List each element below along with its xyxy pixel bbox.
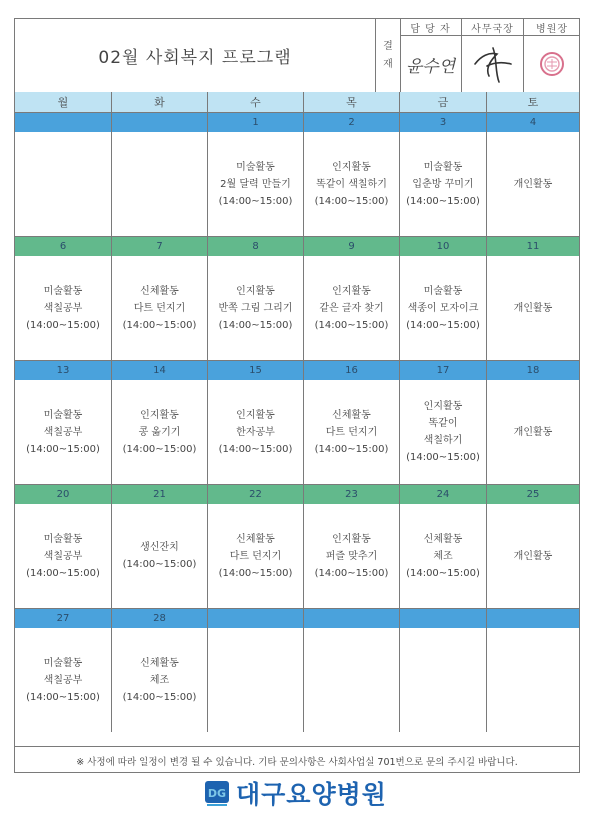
approval-box xyxy=(375,19,580,92)
date-number: 24 xyxy=(400,484,487,504)
activity-line: 다트 던지기 xyxy=(325,426,378,438)
activity-line: 퍼즐 맞추기 xyxy=(325,550,378,562)
hospital-logo xyxy=(204,776,387,810)
date-number: 23 xyxy=(304,484,400,504)
day-cell xyxy=(112,628,208,732)
activity-line: 색칠하기 xyxy=(423,435,463,446)
activity xyxy=(219,407,293,458)
day-cell xyxy=(112,504,208,608)
day-cell xyxy=(112,380,208,484)
activity-line: 미술활동 xyxy=(236,161,275,173)
seal-stamp xyxy=(538,50,566,78)
activity xyxy=(514,176,553,193)
activity-line: (14:00~15:00) xyxy=(406,319,480,331)
activity-line: 다트 던지기 xyxy=(229,550,282,562)
date-bar xyxy=(15,112,579,132)
day-cell xyxy=(208,380,304,484)
activity xyxy=(219,531,293,582)
approval-label xyxy=(376,19,401,92)
activity-line: (14:00~15:00) xyxy=(314,567,389,579)
date-number xyxy=(15,112,112,132)
date-number: 1 xyxy=(208,112,304,132)
week-row xyxy=(15,504,579,608)
activity-line: 색칠공부 xyxy=(43,550,83,562)
activity-line: 인지활동 xyxy=(423,401,463,412)
activity-line: (14:00~15:00) xyxy=(406,452,480,463)
activity-line: 신체활동 xyxy=(332,409,371,421)
activity xyxy=(315,407,389,458)
weekday-wed: 수 xyxy=(208,92,304,112)
activity-line: 미술활동 xyxy=(423,285,463,297)
date-number: 2 xyxy=(304,112,400,132)
date-number: 10 xyxy=(400,236,487,256)
date-number: 6 xyxy=(15,236,112,256)
activity-line: 생신잔치 xyxy=(140,542,179,553)
activity xyxy=(315,283,389,334)
date-number: 3 xyxy=(400,112,487,132)
date-number: 4 xyxy=(529,116,537,128)
divider xyxy=(15,484,579,485)
date-bar xyxy=(15,608,579,628)
activity-line: 신체활동 xyxy=(140,657,179,669)
activity-line: (14:00~15:00) xyxy=(122,319,197,331)
activity xyxy=(514,424,553,441)
day-cell xyxy=(208,628,304,732)
activity-line: 똑같이 xyxy=(428,418,458,429)
day-cell xyxy=(400,256,487,360)
activity-line: (14:00~15:00) xyxy=(122,691,197,703)
day-cell xyxy=(304,132,400,236)
signature-slot xyxy=(524,36,580,92)
date-number: 13 xyxy=(15,360,112,380)
approver-president xyxy=(524,19,580,92)
activity-line: 개인활동 xyxy=(513,178,553,190)
week-row xyxy=(15,380,579,484)
date-number: 7 xyxy=(112,236,208,256)
activity xyxy=(26,283,100,334)
date-number: 22 xyxy=(208,484,304,504)
date-number: 17 xyxy=(400,360,487,380)
divider xyxy=(15,360,579,361)
date-number: 14 xyxy=(112,360,208,380)
day-cell xyxy=(208,256,304,360)
approver-director xyxy=(462,19,524,92)
date-number: 25 xyxy=(526,488,540,500)
day-cell xyxy=(304,504,400,608)
activity-line: (14:00~15:00) xyxy=(26,691,100,703)
activity-line: 색칠공부 xyxy=(43,426,83,438)
day-cell xyxy=(487,380,579,484)
approval-label-bottom: 재 xyxy=(383,58,393,70)
activity-line: 체조 xyxy=(149,674,170,686)
activity xyxy=(219,159,293,210)
activity xyxy=(406,283,480,334)
activity-line: 반쪽 그림 그리기 xyxy=(218,302,293,314)
activity xyxy=(26,655,100,706)
day-cell xyxy=(304,380,400,484)
activity xyxy=(123,407,197,458)
weekday-mon: 월 xyxy=(15,92,112,112)
activity xyxy=(514,548,553,565)
activity-line: 인지활동 xyxy=(332,285,371,297)
day-cell xyxy=(15,380,112,484)
date-number xyxy=(304,608,400,628)
day-cell xyxy=(208,504,304,608)
activity-line: (14:00~15:00) xyxy=(406,195,480,207)
activity-line: 신체활동 xyxy=(236,533,275,545)
divider xyxy=(15,112,579,113)
day-cell xyxy=(208,132,304,236)
date-number: 21 xyxy=(112,484,208,504)
day-cell xyxy=(400,504,487,608)
date-bar xyxy=(15,360,579,380)
weekday-fri: 금 xyxy=(400,92,487,112)
date-number: 18 xyxy=(526,364,540,376)
activity-line: 다트 던지기 xyxy=(133,302,186,314)
weekday-thu: 목 xyxy=(304,92,400,112)
activity-line: (14:00~15:00) xyxy=(26,319,100,331)
date-number: 28 xyxy=(112,608,208,628)
approver-role: 사무국장 xyxy=(462,19,523,36)
date-bar xyxy=(15,236,579,256)
activity xyxy=(514,300,553,317)
activity-line: (14:00~15:00) xyxy=(406,567,480,579)
activity-line: (14:00~15:00) xyxy=(218,319,293,331)
activity-line: 색칠공부 xyxy=(43,302,83,314)
date-bar xyxy=(15,484,579,504)
date-number: 11 xyxy=(526,240,540,252)
activity-line: 신체활동 xyxy=(423,533,463,545)
signature-text: 윤수연 xyxy=(405,56,456,77)
day-cell xyxy=(487,132,579,236)
activity-line: 콩 옮기기 xyxy=(138,426,181,438)
day-cell xyxy=(15,504,112,608)
approval-label-top: 결 xyxy=(383,40,393,52)
date-number: 16 xyxy=(304,360,400,380)
date-number: 15 xyxy=(208,360,304,380)
activity-line: 미술활동 xyxy=(43,533,83,545)
approver-role: 담 당 자 xyxy=(400,19,461,36)
notice-text: ※ 사정에 따라 일정이 변경 될 수 있습니다. 기타 문의사항은 사회사업실 701번으로 문의 주시길 바랍니다. xyxy=(15,746,579,774)
approver-staff xyxy=(400,19,462,92)
activity-line: (14:00~15:00) xyxy=(122,559,197,570)
activity-line: 개인활동 xyxy=(513,550,553,562)
day-cell xyxy=(400,380,487,484)
week-row xyxy=(15,628,579,732)
date-number: 8 xyxy=(208,236,304,256)
weekday-header-row xyxy=(15,92,579,112)
activity-line: 한자공부 xyxy=(236,426,275,438)
activity xyxy=(123,655,197,706)
activity-line: (14:00~15:00) xyxy=(218,567,293,579)
activity-line: 인지활동 xyxy=(332,161,371,173)
activity-line: 색종이 모자이크 xyxy=(407,302,479,314)
divider xyxy=(15,236,579,237)
page-title: 02월 사회복지 프로그램 xyxy=(98,48,292,68)
day-cell xyxy=(304,256,400,360)
activity xyxy=(406,398,480,466)
activity xyxy=(219,283,293,334)
activity xyxy=(26,407,100,458)
week-row xyxy=(15,132,579,236)
activity-line: 신체활동 xyxy=(140,285,179,297)
date-number xyxy=(400,608,487,628)
activity-line: 미술활동 xyxy=(43,657,83,669)
activity-line: 2월 달력 만들기 xyxy=(220,178,291,190)
activity xyxy=(406,159,480,210)
activity xyxy=(315,531,389,582)
activity-line: 인지활동 xyxy=(140,409,179,421)
day-cell xyxy=(112,256,208,360)
activity-line: 미술활동 xyxy=(43,285,83,297)
activity xyxy=(123,283,197,334)
date-number: 9 xyxy=(304,236,400,256)
activity-line: 입춘방 꾸미기 xyxy=(412,178,474,190)
day-cell xyxy=(15,132,112,236)
signature-slot xyxy=(400,36,461,92)
weekday-sat: 토 xyxy=(527,96,539,109)
activity-line: 미술활동 xyxy=(423,161,463,173)
day-cell xyxy=(112,132,208,236)
day-cell xyxy=(15,256,112,360)
activity-line: 개인활동 xyxy=(513,426,553,438)
date-number: 27 xyxy=(15,608,112,628)
day-cell xyxy=(487,628,579,732)
day-cell xyxy=(400,628,487,732)
date-number xyxy=(487,608,579,628)
approver-role: 병원장 xyxy=(524,19,580,36)
day-cell xyxy=(304,628,400,732)
divider xyxy=(15,608,579,609)
activity-line: 똑같이 색칠하기 xyxy=(316,178,387,190)
activity xyxy=(315,159,389,210)
svg-text:DG: DG xyxy=(207,787,227,800)
hospital-name: 대구요양병원 xyxy=(236,780,387,809)
activity xyxy=(406,531,480,582)
date-number xyxy=(112,112,208,132)
weekday-tue: 화 xyxy=(112,92,208,112)
activity-line: (14:00~15:00) xyxy=(26,567,100,579)
activity-line: 미술활동 xyxy=(43,409,83,421)
date-number: 20 xyxy=(15,484,112,504)
activity xyxy=(123,539,197,573)
activity-line: 같은 글자 찾기 xyxy=(319,302,384,314)
activity-line: 체조 xyxy=(433,550,453,562)
activity xyxy=(26,531,100,582)
day-cell xyxy=(487,256,579,360)
activity-line: (14:00~15:00) xyxy=(314,195,389,207)
day-cell xyxy=(15,628,112,732)
activity-line: 개인활동 xyxy=(513,302,553,314)
activity-line: (14:00~15:00) xyxy=(314,319,389,331)
activity-line: 인지활동 xyxy=(332,533,371,545)
hospital-logo-icon xyxy=(204,779,230,807)
date-number xyxy=(208,608,304,628)
activity-line: 색칠공부 xyxy=(43,674,83,686)
week-row xyxy=(15,256,579,360)
handwritten-signature xyxy=(471,42,515,86)
signature-slot xyxy=(462,36,523,92)
activity-line: (14:00~15:00) xyxy=(218,195,293,207)
day-cell xyxy=(400,132,487,236)
activity-line: 인지활동 xyxy=(236,285,275,297)
activity-line: (14:00~15:00) xyxy=(314,443,389,455)
activity-line: (14:00~15:00) xyxy=(218,443,293,455)
day-cell xyxy=(487,504,579,608)
schedule-sheet xyxy=(14,18,580,773)
activity-line: 인지활동 xyxy=(236,409,275,421)
header xyxy=(15,19,579,93)
activity-line: (14:00~15:00) xyxy=(26,443,100,455)
activity-line: (14:00~15:00) xyxy=(122,443,197,455)
